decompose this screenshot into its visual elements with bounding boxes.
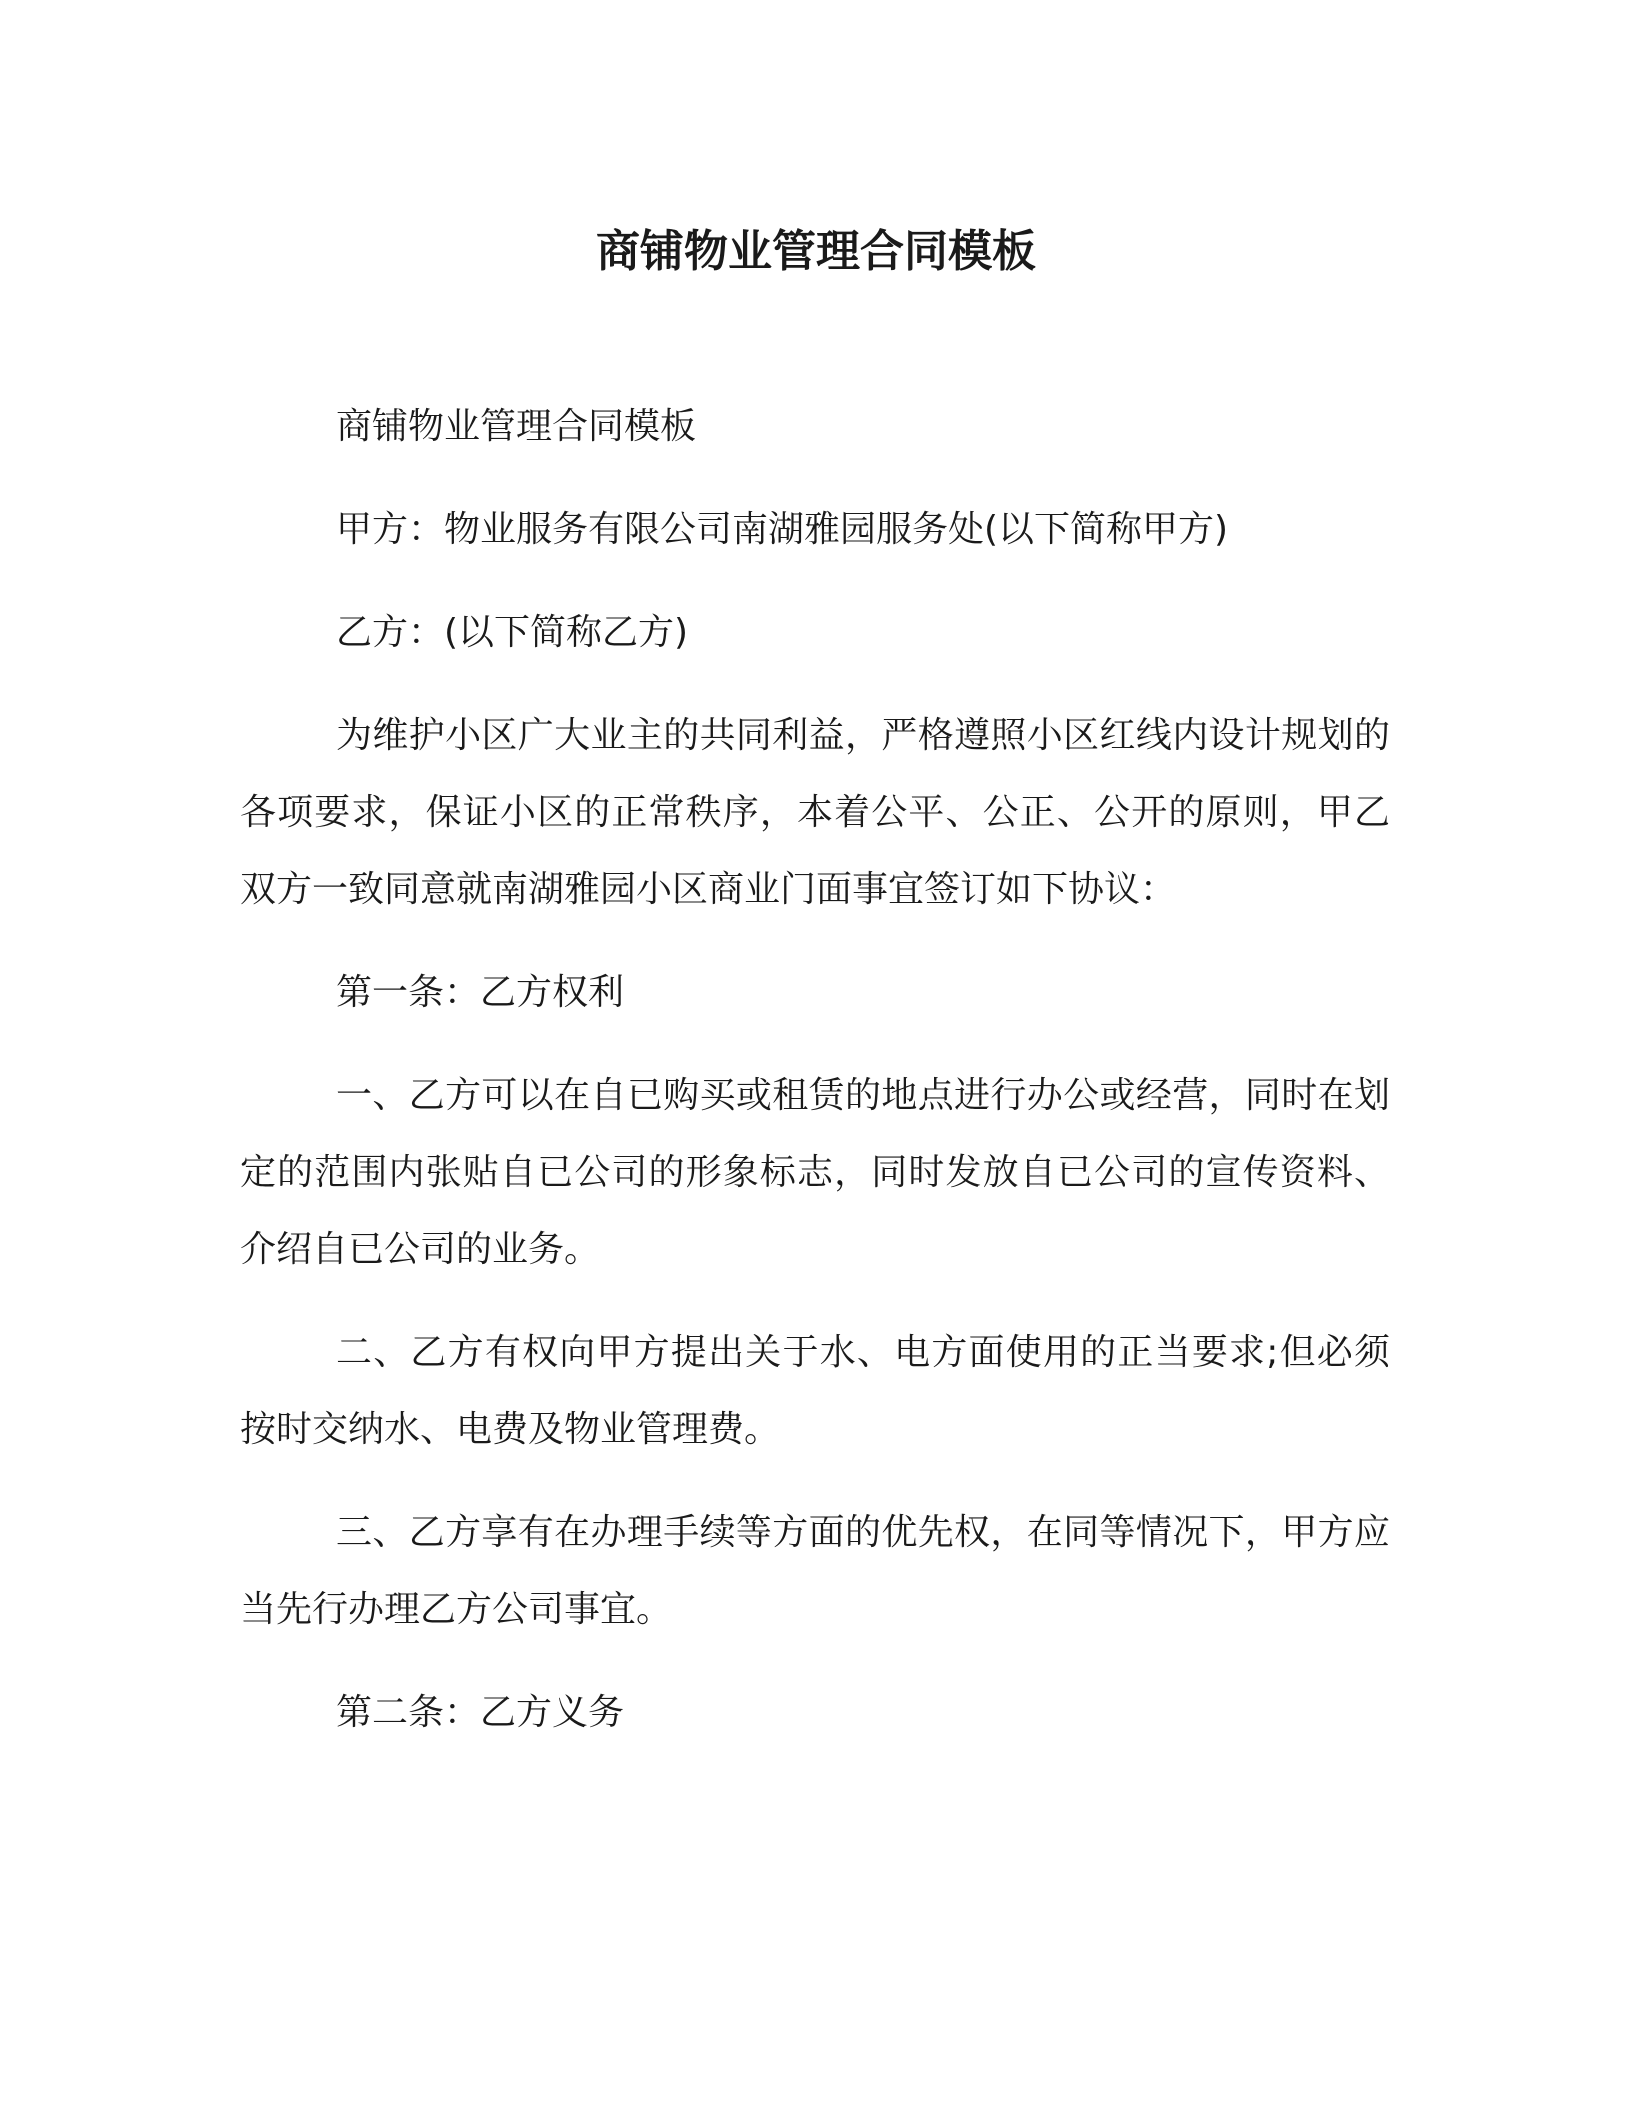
document-title: 商铺物业管理合同模板	[596, 226, 1036, 277]
paragraph-party-a: 甲方：物业服务有限公司南湖雅园服务处(以下简称甲方)	[336, 509, 1229, 550]
paragraph-subtitle: 商铺物业管理合同模板	[336, 406, 697, 447]
article-1-heading: 第一条：乙方权利	[336, 972, 625, 1013]
article-1-clause-1: 一、乙方可以在自已购买或租赁的地点进行办公或经营，同时在划定的范围内张贴自已公司的形象标志，同时发放自已公司的宣传资料、介绍自已公司的业务。	[240, 1075, 1390, 1270]
article-1-clause-2: 二、乙方有权向甲方提出关于水、电方面使用的正当要求;但必须按时交纳水、电费及物业管理费。	[240, 1332, 1390, 1450]
article-2-heading: 第二条：乙方义务	[336, 1692, 625, 1733]
article-1-clause-3: 三、乙方享有在办理手续等方面的优先权，在同等情况下，甲方应当先行办理乙方公司事宜。	[240, 1512, 1390, 1630]
paragraph-preamble: 为维护小区广大业主的共同利益，严格遵照小区红线内设计规划的各项要求，保证小区的正常秩序，本着公平、公正、公开的原则，甲乙双方一致同意就南湖雅园小区商业门面事宜签订如下协议：	[240, 715, 1390, 910]
paragraph-party-b: 乙方：(以下简称乙方)	[336, 612, 689, 653]
document-body	[240, 388, 1390, 1777]
